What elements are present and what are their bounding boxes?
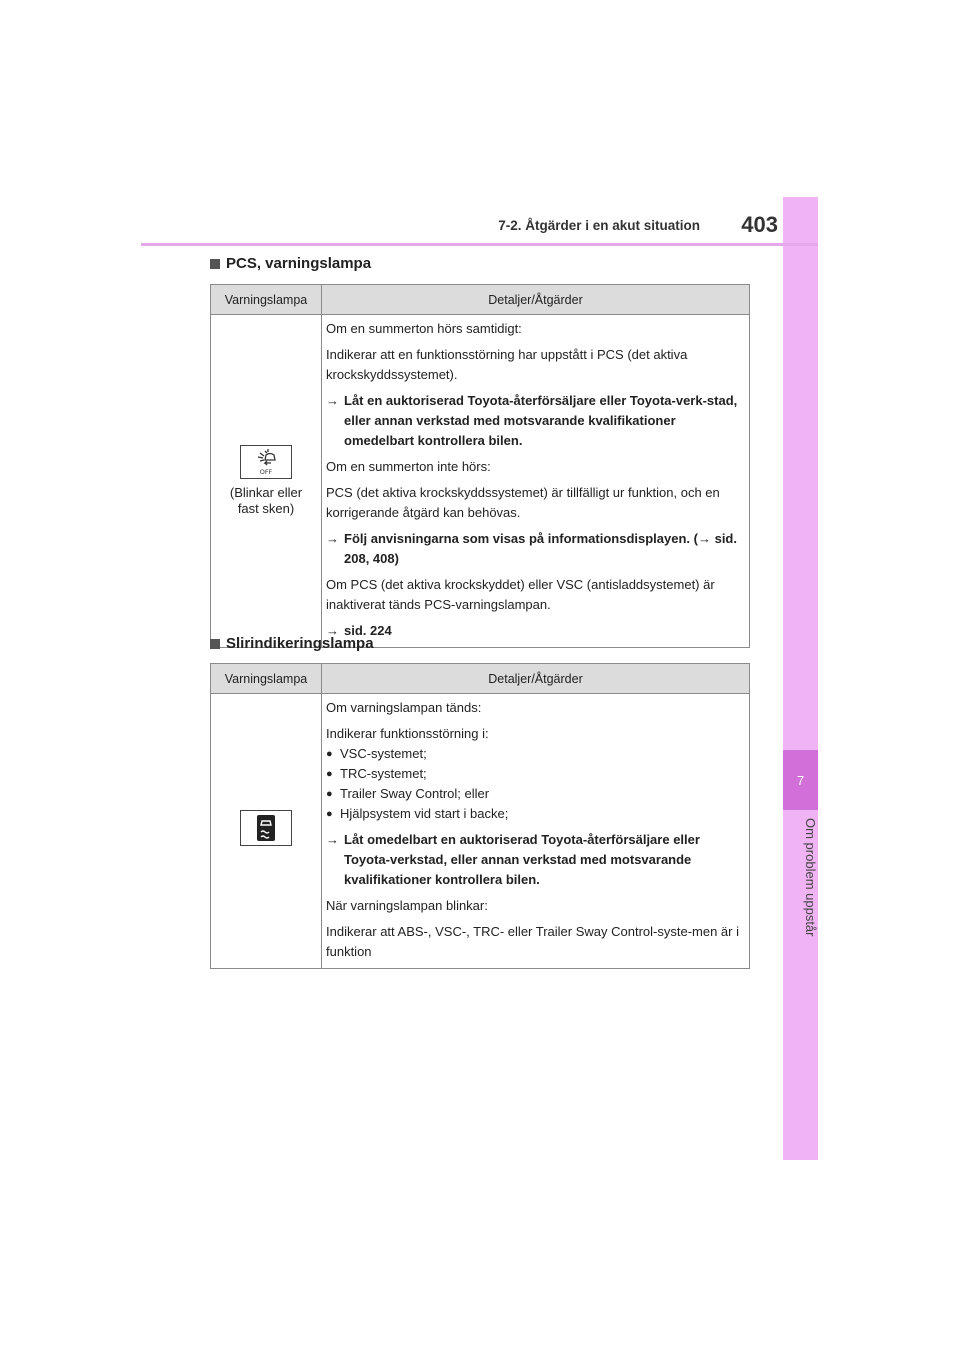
detail-text: När varningslampan blinkar: (326, 898, 488, 913)
detail-text: Om PCS (det aktiva krockskyddet) eller VSC (antisladdsystemet) är inaktiverat tänds PCS-varningslampan. (326, 577, 715, 612)
pcs-heading (210, 255, 371, 272)
bullet-icon: ● (326, 748, 333, 760)
list-item (326, 784, 745, 804)
header-divider (141, 243, 818, 246)
list-item-text: TRC-systemet; (340, 766, 427, 781)
list-item (326, 764, 745, 784)
action-label: sid. 224 (344, 623, 392, 638)
arrow-icon: → (326, 531, 339, 546)
table-header-row (211, 664, 750, 694)
page-number: 403 (741, 212, 778, 237)
list-item-text: Hjälpsystem vid start i backe; (340, 806, 509, 821)
pcs-off-icon (240, 445, 292, 479)
bullet-icon: ● (326, 808, 333, 820)
action-text (326, 830, 745, 890)
action-text (326, 529, 745, 569)
list-item-text: VSC-systemet; (340, 746, 427, 761)
action-label: Följ anvisningarna som visas på informationsdisplayen. (→ sid. 208, 408) (344, 531, 737, 566)
section-header: 7-2. Åtgärder i en akut situation (498, 218, 700, 233)
square-bullet-icon (210, 259, 220, 269)
square-bullet-icon (210, 639, 220, 649)
detail-text: Indikerar att en funktionsstörning har uppstått i PCS (det aktiva krockskyddssystemet). (326, 347, 688, 382)
action-label: Låt en auktoriserad Toyota-återförsäljare eller Toyota-verk-stad, eller annan verkstad med motsvarande kvalifikationer omedelbart kontrollera bilen. (344, 393, 738, 448)
bullet-icon: ● (326, 788, 333, 800)
table-row (211, 694, 750, 969)
detail-text: PCS (det aktiva krockskyddssystemet) är tillfälligt ur funktion, och en korrigerande åtgärd kan behövas. (326, 485, 720, 520)
list-item (326, 804, 745, 824)
slip-table (210, 663, 750, 969)
chapter-number: 7 (783, 750, 818, 810)
col-header-lamp: Varningslampa (211, 664, 322, 694)
svg-text:OFF: OFF (259, 468, 273, 476)
detail-text: Indikerar att ABS-, VSC-, TRC- eller Trailer Sway Control-syste-men är i funktion (326, 924, 739, 959)
chapter-side-tab (783, 197, 818, 1160)
slip-indicator-icon (240, 810, 292, 846)
col-header-details: Detaljer/Åtgärder (322, 285, 750, 315)
bullet-icon: ● (326, 768, 333, 780)
slip-heading (210, 635, 374, 652)
list-item-text: Trailer Sway Control; eller (340, 786, 490, 801)
arrow-icon: → (326, 393, 339, 408)
pcs-table (210, 284, 750, 648)
table-header-row (211, 285, 750, 315)
action-text (326, 621, 745, 641)
arrow-icon: → (326, 623, 339, 638)
action-text (326, 391, 745, 451)
detail-text: Om varningslampan tänds: (326, 700, 482, 715)
action-label: Låt omedelbart en auktoriserad Toyota-återförsäljare eller Toyota-verkstad, eller annan verkstad med motsvarande kvalifikationer kontrollera bilen. (344, 832, 700, 887)
detail-text: Indikerar funktionsstörning i: (326, 726, 489, 741)
pcs-heading-text: PCS, varningslampa (226, 255, 372, 272)
chapter-title: Om problem uppstår (803, 818, 818, 937)
details-cell (322, 694, 750, 969)
detail-text: Om en summerton hörs samtidigt: (326, 321, 522, 336)
table-row (211, 315, 750, 648)
detail-text: Om en summerton inte hörs: (326, 459, 491, 474)
col-header-details: Detaljer/Åtgärder (322, 664, 750, 694)
list-item (326, 744, 745, 764)
lamp-cell (211, 694, 322, 969)
lamp-caption: (Blinkar eller fast sken) (229, 485, 303, 516)
slip-heading-text: Slirindikeringslampa (226, 635, 374, 652)
details-cell (322, 315, 750, 648)
lamp-cell (211, 315, 322, 648)
arrow-icon: → (326, 832, 339, 847)
col-header-lamp: Varningslampa (211, 285, 322, 315)
